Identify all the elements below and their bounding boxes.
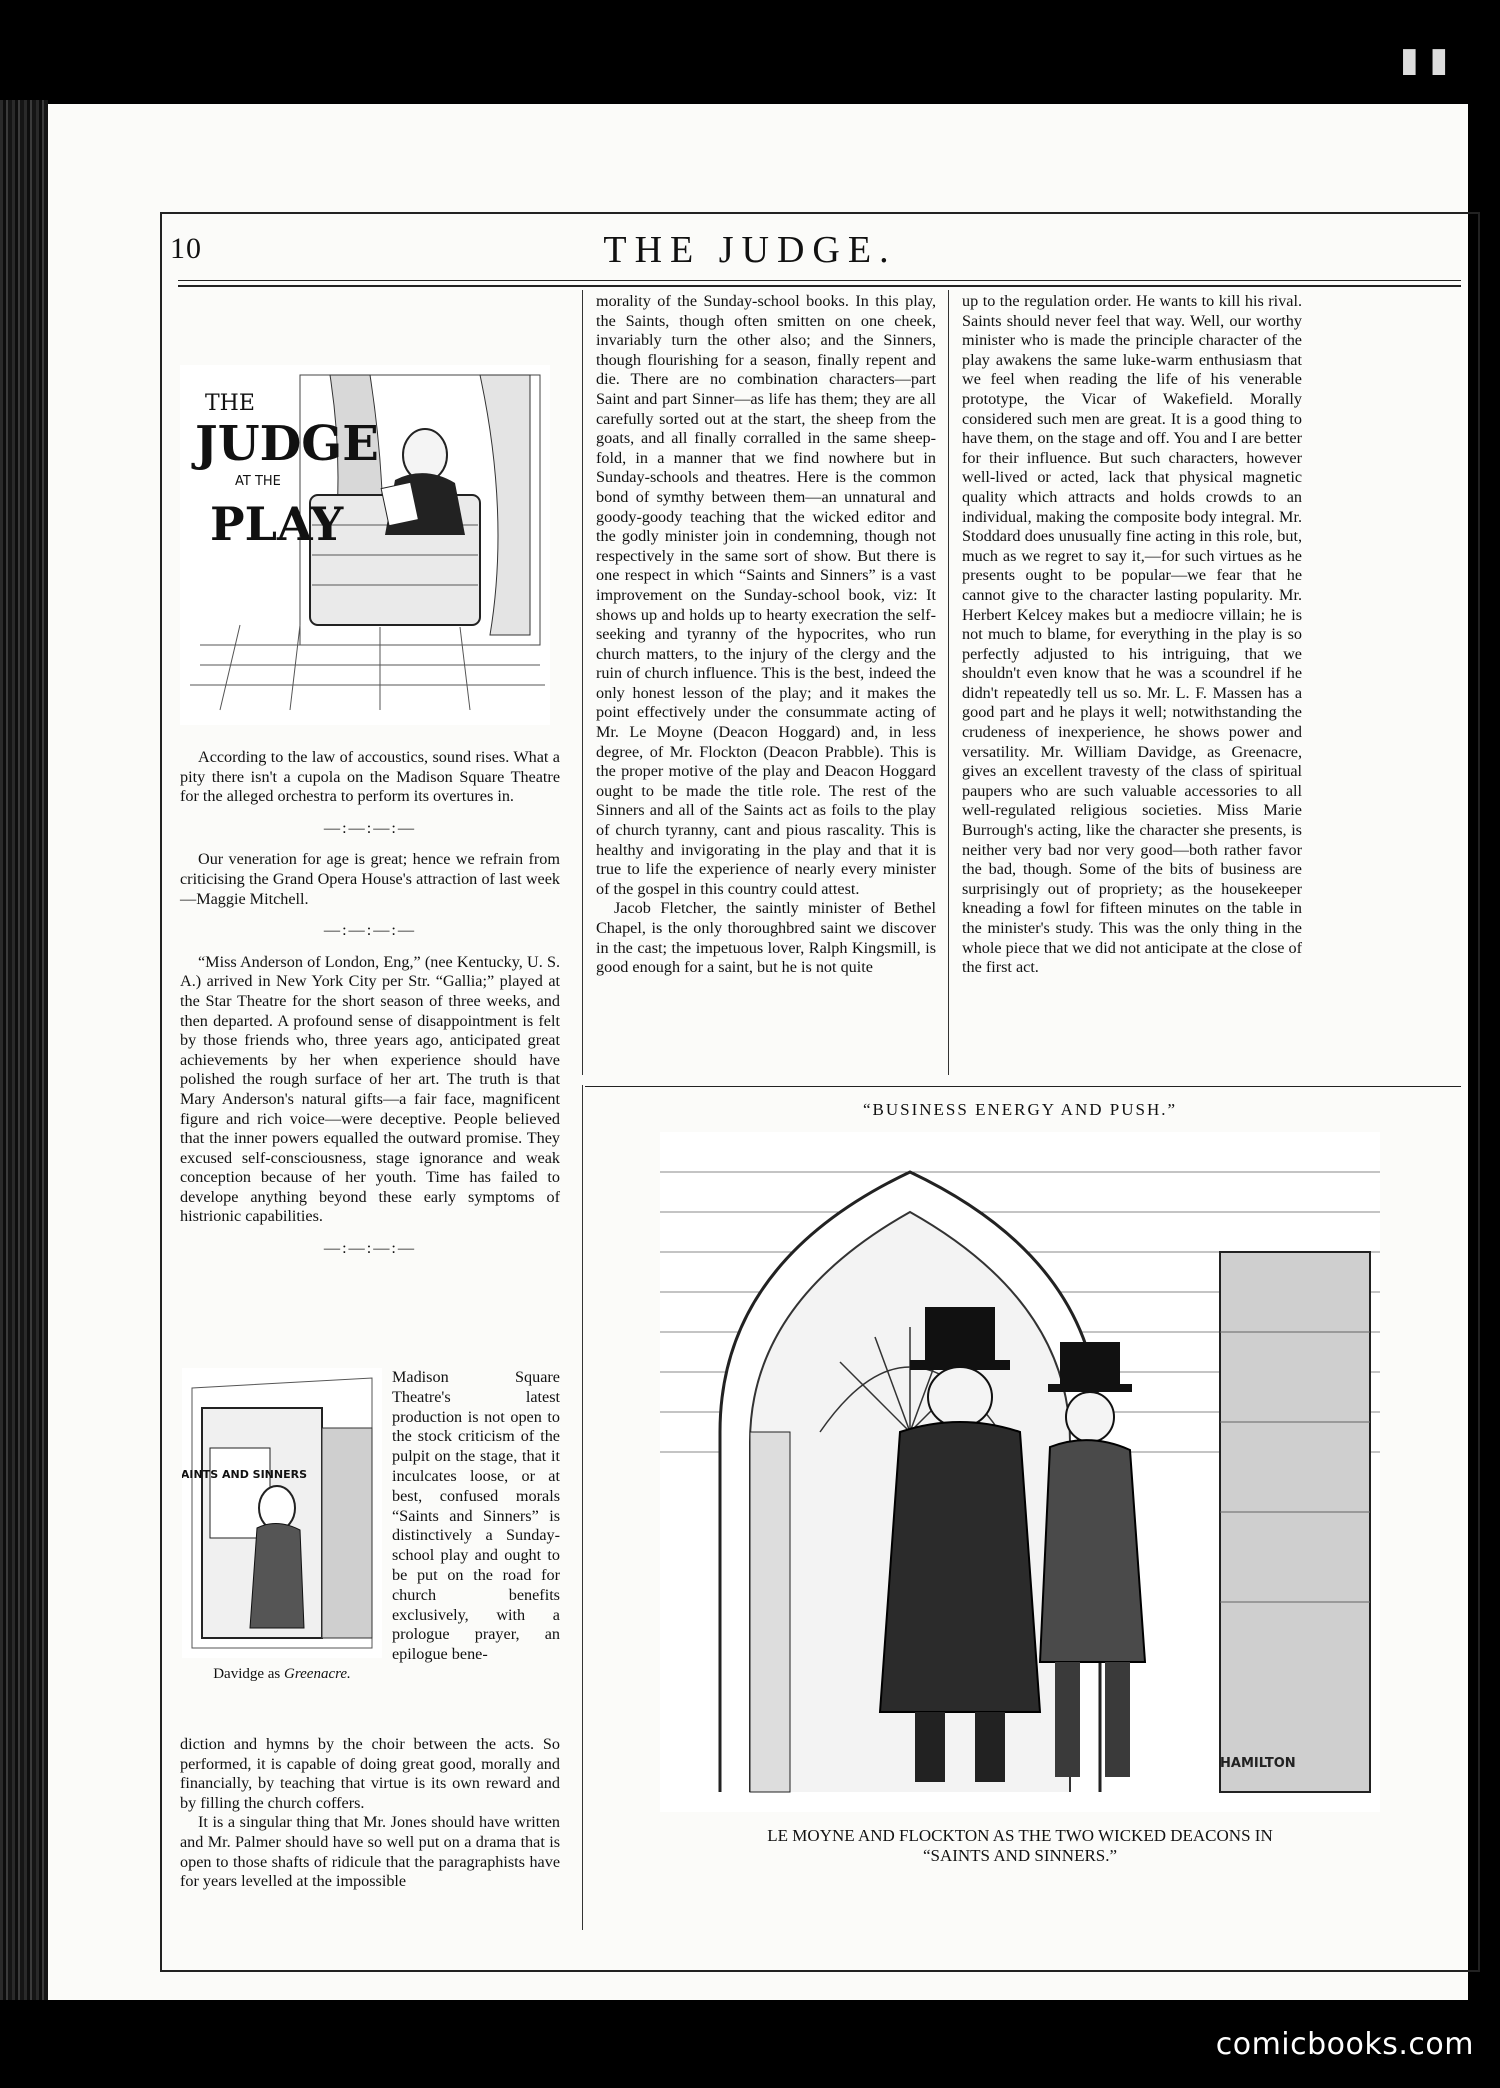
- section-separator: —:—:—:—: [323, 1239, 417, 1258]
- davidge-sign: SAINTS AND SINNERS: [182, 1468, 308, 1481]
- davidge-illustration: [182, 1368, 382, 1658]
- book-spine: [0, 100, 48, 2000]
- column-divider: [582, 1085, 583, 1930]
- cartoon-top-rule: [585, 1086, 1461, 1087]
- business-energy-drawing: [660, 1132, 1380, 1812]
- cartoon-signature: HAMILTON: [1220, 1756, 1296, 1771]
- column-divider: [582, 290, 583, 1075]
- column-3: [962, 292, 1302, 978]
- header-rule: [178, 280, 1461, 281]
- masthead-title: THE JUDGE.: [603, 229, 897, 271]
- column-1-upper: [180, 748, 560, 1271]
- illus-title-play: PLAY: [210, 497, 344, 551]
- page-number: 10: [170, 232, 202, 265]
- paragraph-benediction: diction and hymns by the choir between the acts. So performed, it is capable of doing great good, morally and financially, by teaching that virtue is its own reward and by filling the church coffers.: [180, 1735, 560, 1812]
- paragraph-singular-thing: It is a singular thing that Mr. Jones should have written and Mr. Palmer should have so well put on a drama that is open to those shafts of ridicule that the paragraphists have for years levelled at the impossible: [180, 1813, 560, 1891]
- judge-at-play-illustration: [180, 365, 550, 725]
- cartoon-caption-line-1: LE MOYNE AND FLOCKTON AS THE TWO WICKED DEACONS IN: [767, 1826, 1273, 1845]
- section-separator: —:—:—:—: [323, 921, 417, 940]
- section-separator: —:—:—:—: [323, 818, 417, 837]
- column-1-lower: [180, 1735, 560, 1892]
- paragraph-sunday-school: morality of the Sunday-school books. In this play, the Saints, though often smitten on one cheek, invariably turn the other also; and the Sinners, though flourishing for a season, finally repent and die. There are no combination characters—part Saint and part Sinner—as life has them; they are all carefully sorted out at the start, the sheep from the goats, and all finally corralled in the same sheep-fold, in a manner that we find nowhere but in Sunday-schools and theatres. Here is the common bond of symthy between them—an unnatural and goody-goody teaching that the wicked editor and the godly minister join in condemning, though not respectively in the same sort of show. But there is one respect in which “Saints and Sinners” is a vast improvement on the Sunday-school book, viz: It shows up and holds up to hearty execration the self-seeking and tyranny of the hypocrites, who run church matters, to the injury of the clergy and the ruin of church influence. This is the best, indeed the only honest lesson of the play; and it makes the point effectively under the consummate acting of Mr. Le Moyne (Deacon Hoggard) and, in less degree, of Mr. Flockton (Deacon Prabble). This is the proper motive of the play and Deacon Hoggard ought to be made the title role. The rest of the Sinners and all of the Saints act as foils to the play of church tyranny, cant and pious rascality. This is healthy and invigorating in the play and that it is true to life the experience of nearly every minister of the gospel in this country could attest.: [596, 292, 936, 898]
- cartoon-caption: [600, 1826, 1440, 1866]
- column-2: [596, 292, 936, 978]
- paragraph-regulation-order: up to the regulation order. He wants to kill his rival. Saints should never feel that way. Well, our worthy minister who is made the principle character of the play awakens the same luke-warm enthusiasm that we feel when reading the life of his venerable prototype, the Vicar of Wakefield. Morally considered such men are great. It is a good thing to have them, on the stage and off. You and I are better for their influence. But such characters, however well-lived or acted, lack that physical magnetic quality which attracts and holds crowds to an individual, making the composite body integral. Mr. Stoddard does unusually fine acting in this role, but, much as we regret to say it,—for such virtues as he presents ought to be popular—we fear that he cannot give to the character lasting popularity. Mr. Herbert Kelcey makes but a mediocre villain; he is not much to blame, for everything in the play is so perfectly adjusted to his intriguing, that we shouldn't even know that he was a scoundrel if he didn't repeatedly tell us so. Mr. L. F. Massen has a good part and he plays it well; notwithstanding the crudeness of inexperience, he shows power and versatility. Mr. William Davidge, as Greenacre, gives an excellent travesty of the class of spiritual paupers who are such valuable accessories to all well-regulated religious societies. Miss Marie Burrough's acting, like the character she presents, is neither very bad nor very good—both rather favor the bad, though. Some of the bits of business are surprisingly out of propriety; as the housekeeper kneading a fowl for fifteen minutes on the table in the minister's study. This was the only thing in the whole piece that we did not anticipate at the close of the first act.: [962, 292, 1302, 977]
- paragraph-jacob-fletcher: Jacob Fletcher, the saintly minister of Bethel Chapel, is the only thoroughbred saint we discover in the cast; the impetuous lover, Ralph Kingsmill, is good enough for a saint, but he is not quite: [596, 899, 936, 977]
- column-divider: [948, 290, 949, 1075]
- edge-mark: ▮ ▮: [1400, 40, 1449, 80]
- illus-title-judge: JUDGE: [195, 416, 379, 472]
- davidge-drawing: [182, 1368, 382, 1658]
- illus-title-at-the: AT THE: [235, 474, 281, 489]
- paragraph-acoustics: According to the law of accoustics, sound rises. What a pity there isn't a cupola on the Madison Square Theatre for the alleged orchestra to perform its overtures in.: [180, 748, 560, 806]
- business-energy-cartoon: [660, 1132, 1380, 1812]
- illus-title-the: THE: [205, 391, 255, 416]
- cartoon-title: “BUSINESS ENERGY AND PUSH.”: [862, 1100, 1178, 1119]
- header-rule-double: [178, 285, 1461, 287]
- judge-at-play-drawing: [180, 365, 550, 725]
- cartoon-caption-line-2: “SAINTS AND SINNERS.”: [922, 1846, 1118, 1865]
- paragraph-madison-square: Madison Square Theatre's latest production is not open to the stock criticism of the pulpit on the stage, that it inculcates loose, or at best, confused morals “Saints and Sinners” is distinctively a Sunday-school play and ought to be put on the road for church benefits exclusively, with a prologue prayer, an epilogue bene-: [392, 1368, 560, 1664]
- watermark-text: comicbooks.com: [1215, 2027, 1474, 2062]
- paragraph-veneration: Our veneration for age is great; hence we refrain from criticising the Grand Opera House's attraction of last week—Maggie Mitchell.: [180, 850, 560, 908]
- davidge-caption: Davidge as Greenacre.: [213, 1666, 351, 1682]
- column-1-side-text: [392, 1368, 560, 1665]
- paragraph-miss-anderson: “Miss Anderson of London, Eng,” (nee Kentucky, U. S. A.) arrived in New York City per Str. “Gallia;” played at the Star Theatre for the short season of three weeks, and then departed. A profound sense of disappointment is felt by those friends who, three years ago, anticipated great achievements by her when experience should have polished the rough surface of her art. The truth is that Mary Anderson's natural gifts—a fair face, magnificent figure and rich voice—were deceptive. People believed that the inner powers equalled the outward promise. They excused self-consciousness, stage ignorance and weak conception because of her youth. Time has failed to develope anything beyond these early symptoms of histrionic capabilities.: [180, 952, 560, 1226]
